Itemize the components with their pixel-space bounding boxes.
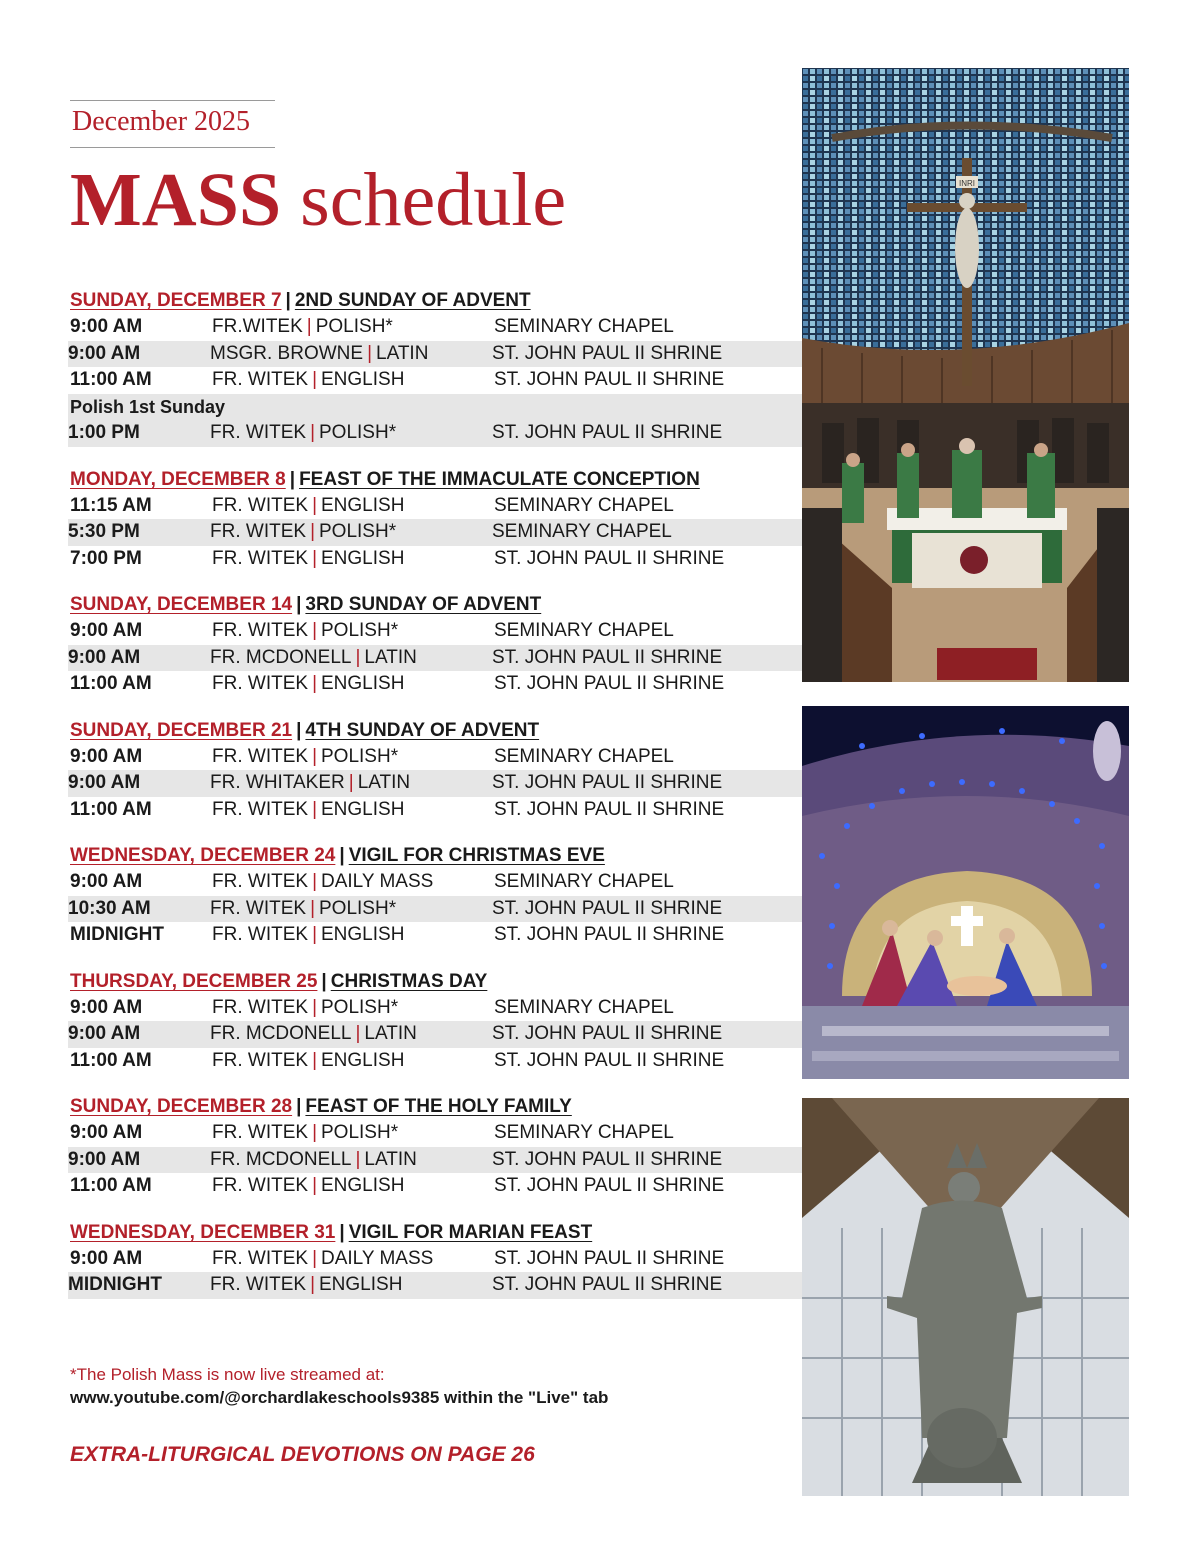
heading-separator: | [289, 468, 296, 490]
mass-row [70, 995, 802, 1022]
page-title [70, 160, 566, 240]
mass-location: ST. JOHN PAUL II SHRINE [492, 342, 723, 364]
celebrant-name: FR. WITEK [210, 1274, 307, 1295]
mass-language: ENGLISH [321, 1049, 405, 1071]
mass-row [68, 1021, 802, 1048]
mass-location: SEMINARY CHAPEL [494, 1122, 674, 1143]
mass-language: POLISH* [321, 1122, 399, 1143]
mass-time: 10:30 AM [68, 897, 151, 919]
mass-language: DAILY MASS [321, 871, 434, 892]
mass-language: ENGLISH [319, 1274, 403, 1295]
red-separator: | [310, 897, 315, 919]
heading-separator: | [339, 845, 345, 866]
celebrant-cell [212, 671, 404, 698]
mass-language: POLISH* [315, 316, 393, 337]
celebrant-cell [212, 995, 398, 1022]
celebrant-name: FR. WITEK [210, 897, 307, 919]
mass-time: 1:00 PM [68, 422, 140, 443]
mass-language: LATIN [364, 646, 417, 668]
mass-location: SEMINARY CHAPEL [494, 620, 674, 641]
mass-row [68, 1147, 802, 1174]
mass-time: 5:30 PM [68, 521, 140, 542]
section-heading [70, 467, 802, 493]
schedule-section [70, 718, 802, 824]
celebrant-cell [212, 618, 398, 645]
mass-row [70, 744, 802, 771]
schedule-section [70, 592, 802, 698]
celebrant-name: FR. WITEK [212, 798, 309, 820]
celebrant-name: FR. WITEK [212, 1175, 309, 1196]
section-date: MONDAY, DECEMBER 8 [70, 468, 286, 490]
mass-row [68, 1272, 802, 1299]
celebrant-name: FR. MCDONELL [210, 646, 352, 668]
celebrant-name: FR.WITEK [212, 316, 303, 337]
church-interior-image [802, 68, 1129, 682]
mass-time: 11:15 AM [70, 494, 152, 516]
red-separator: | [312, 547, 317, 569]
celebrant-name: FR. WITEK [212, 494, 309, 516]
mass-location: SEMINARY CHAPEL [494, 745, 674, 767]
issue-month: December 2025 [72, 106, 251, 137]
mass-time: 11:00 AM [70, 673, 152, 694]
celebrant-name: FR. WITEK [212, 1049, 309, 1071]
celebrant-cell [212, 1173, 404, 1200]
header-rule-top [70, 100, 275, 101]
section-heading [70, 843, 802, 869]
mass-language: POLISH* [319, 521, 397, 542]
celebrant-name: FR. WITEK [210, 422, 307, 443]
mass-time: 11:00 AM [70, 798, 152, 820]
red-separator: | [312, 924, 317, 945]
section-feast: 2ND SUNDAY OF ADVENT [294, 290, 531, 311]
mass-row [70, 367, 802, 394]
celebrant-name: FR. WITEK [212, 924, 309, 945]
celebrant-name: MSGR. BROWNE [210, 342, 364, 364]
heading-separator: | [296, 1096, 302, 1117]
mass-location: ST. JOHN PAUL II SHRINE [494, 798, 725, 820]
heading-separator: | [339, 1221, 345, 1243]
mass-language: LATIN [376, 342, 429, 364]
mass-row [70, 546, 802, 573]
celebrant-cell [212, 493, 404, 520]
section-heading [70, 288, 802, 314]
red-separator: | [312, 798, 317, 820]
marian-statue-photo [802, 1098, 1129, 1496]
nativity-grotto-image [802, 706, 1129, 1079]
red-separator: | [312, 369, 317, 390]
section-date: SUNDAY, DECEMBER 7 [70, 290, 282, 311]
mass-time: 9:00 AM [70, 316, 143, 337]
section-heading [70, 1094, 802, 1120]
celebrant-cell [210, 896, 396, 923]
marian-statue-image [802, 1098, 1129, 1496]
mass-location: ST. JOHN PAUL II SHRINE [492, 897, 723, 919]
page-title-rest: schedule [281, 158, 567, 242]
mass-row [70, 869, 802, 896]
celebrant-name: FR. WITEK [212, 673, 309, 694]
schedule-section [70, 969, 802, 1075]
heading-separator: | [296, 594, 302, 615]
mass-language: LATIN [364, 1023, 417, 1044]
celebrant-cell [210, 420, 396, 447]
heading-separator: | [321, 970, 327, 992]
celebrant-cell [210, 341, 428, 368]
celebrant-cell [210, 1021, 417, 1048]
mass-row [70, 1173, 802, 1200]
mass-language: ENGLISH [321, 798, 405, 820]
mass-row [70, 1048, 802, 1075]
mass-row [68, 896, 802, 923]
mass-language: ENGLISH [321, 369, 405, 390]
mass-time: 9:00 AM [68, 1023, 141, 1044]
celebrant-cell [210, 1147, 417, 1174]
mass-language: ENGLISH [321, 924, 405, 945]
mass-time: 9:00 AM [70, 1122, 143, 1143]
mass-row [70, 314, 802, 341]
mass-time: MIDNIGHT [70, 924, 164, 945]
red-separator: | [312, 620, 317, 641]
red-separator: | [355, 1023, 361, 1044]
mass-time: 9:00 AM [70, 620, 143, 641]
mass-location: ST. JOHN PAUL II SHRINE [494, 673, 725, 694]
mass-language: POLISH* [319, 897, 397, 919]
nativity-grotto-photo [802, 706, 1129, 1079]
mass-time: 9:00 AM [70, 745, 143, 767]
section-date: SUNDAY, DECEMBER 28 [70, 1096, 293, 1117]
mass-time: 11:00 AM [70, 1049, 152, 1071]
mass-location: SEMINARY CHAPEL [494, 996, 674, 1018]
celebrant-name: FR. WITEK [212, 1247, 309, 1269]
mass-time: 9:00 AM [70, 996, 143, 1018]
schedule-section [70, 288, 802, 447]
mass-row [68, 519, 802, 546]
mass-row [70, 671, 802, 698]
celebrant-cell [212, 314, 393, 341]
red-separator: | [310, 1274, 315, 1295]
section-heading [70, 592, 802, 618]
page-title-bold: MASS [70, 158, 282, 242]
mass-row [70, 1246, 802, 1273]
red-separator: | [306, 316, 312, 337]
red-separator: | [355, 1148, 361, 1170]
mass-location: SEMINARY CHAPEL [492, 521, 672, 542]
red-separator: | [312, 996, 317, 1018]
red-separator: | [310, 422, 315, 443]
red-separator: | [312, 1049, 317, 1071]
mass-location: SEMINARY CHAPEL [494, 871, 674, 892]
church-interior-photo [802, 68, 1129, 682]
celebrant-cell [210, 519, 396, 546]
footnote-line-2[interactable]: www.youtube.com/@orchardlakeschools9385 within the "Live" tab [70, 1388, 609, 1407]
mass-time: 9:00 AM [68, 772, 141, 793]
celebrant-name: FR. MCDONELL [210, 1023, 352, 1044]
red-separator: | [312, 494, 317, 516]
mass-row [70, 797, 802, 824]
celebrant-name: FR. WITEK [212, 1122, 309, 1143]
mass-row [70, 922, 802, 949]
red-separator: | [312, 1122, 317, 1143]
section-date: WEDNESDAY, DECEMBER 24 [70, 845, 336, 866]
mass-language: POLISH* [321, 745, 399, 767]
celebrant-name: FR. WITEK [212, 871, 309, 892]
section-date: SUNDAY, DECEMBER 21 [70, 719, 293, 741]
heading-separator: | [285, 290, 291, 311]
celebrant-cell [210, 770, 410, 797]
mass-location: ST. JOHN PAUL II SHRINE [494, 369, 725, 390]
section-heading [70, 969, 802, 995]
mass-location: ST. JOHN PAUL II SHRINE [492, 646, 723, 668]
mass-row [68, 341, 802, 368]
mass-row [70, 493, 802, 520]
mass-row [68, 420, 802, 447]
mass-row [68, 645, 802, 672]
red-separator: | [367, 342, 372, 364]
section-feast: 4TH SUNDAY OF ADVENT [305, 719, 540, 741]
mass-language: POLISH* [321, 996, 399, 1018]
celebrant-cell [212, 869, 433, 896]
mass-location: ST. JOHN PAUL II SHRINE [494, 1049, 725, 1071]
red-separator: | [312, 673, 317, 694]
celebrant-cell [210, 645, 417, 672]
celebrant-name: FR. WITEK [212, 745, 309, 767]
section-date: THURSDAY, DECEMBER 25 [70, 970, 318, 992]
celebrant-cell [212, 367, 404, 394]
schedule-note: Polish 1st Sunday [68, 394, 802, 421]
inri-plaque: INRI [959, 179, 975, 188]
mass-location: ST. JOHN PAUL II SHRINE [492, 422, 723, 443]
section-feast: CHRISTMAS DAY [330, 970, 488, 992]
mass-location: ST. JOHN PAUL II SHRINE [494, 924, 725, 945]
schedule-section [70, 1220, 802, 1299]
celebrant-name: FR. WITEK [210, 521, 307, 542]
celebrant-cell [212, 1048, 404, 1075]
mass-language: POLISH* [319, 422, 397, 443]
section-feast: 3RD SUNDAY OF ADVENT [305, 594, 542, 615]
mass-location: ST. JOHN PAUL II SHRINE [492, 1023, 723, 1044]
celebrant-name: FR. WITEK [212, 996, 309, 1018]
mass-schedule [70, 288, 802, 1319]
header-rule-bottom [70, 147, 275, 148]
mass-language: ENGLISH [321, 494, 405, 516]
mass-time: 11:00 AM [70, 1175, 152, 1196]
celebrant-cell [212, 744, 398, 771]
mass-language: ENGLISH [321, 1175, 405, 1196]
mass-language: POLISH* [321, 620, 399, 641]
celebrant-cell [212, 1120, 398, 1147]
red-separator: | [312, 745, 317, 767]
red-separator: | [348, 772, 354, 793]
mass-time: 9:00 AM [68, 646, 141, 668]
schedule-section [70, 1094, 802, 1200]
mass-time: 11:00 AM [70, 369, 152, 390]
section-date: WEDNESDAY, DECEMBER 31 [70, 1221, 336, 1243]
mass-language: ENGLISH [321, 547, 405, 569]
section-feast: VIGIL FOR CHRISTMAS EVE [348, 845, 605, 866]
red-separator: | [312, 871, 317, 892]
mass-location: ST. JOHN PAUL II SHRINE [492, 1274, 723, 1295]
mass-language: DAILY MASS [321, 1247, 434, 1269]
section-date: SUNDAY, DECEMBER 14 [70, 594, 293, 615]
celebrant-cell [212, 797, 404, 824]
celebrant-name: FR. WITEK [212, 620, 309, 641]
mass-location: ST. JOHN PAUL II SHRINE [494, 1247, 725, 1269]
section-heading [70, 1220, 802, 1246]
devotions-notice: EXTRA-LITURGICAL DEVOTIONS ON PAGE 26 [70, 1443, 535, 1466]
section-heading [70, 718, 802, 744]
celebrant-name: FR. WITEK [212, 369, 309, 390]
section-feast: VIGIL FOR MARIAN FEAST [348, 1221, 593, 1243]
section-feast: FEAST OF THE HOLY FAMILY [305, 1096, 572, 1117]
mass-language: ENGLISH [321, 673, 405, 694]
celebrant-cell [210, 1272, 402, 1299]
celebrant-cell [212, 546, 404, 573]
red-separator: | [355, 646, 361, 668]
mass-time: 7:00 PM [70, 547, 142, 569]
mass-location: ST. JOHN PAUL II SHRINE [494, 547, 725, 569]
mass-time: 9:00 AM [70, 1247, 143, 1269]
mass-time: 9:00 AM [68, 342, 141, 364]
mass-time: 9:00 AM [70, 871, 143, 892]
section-feast: FEAST OF THE IMMACULATE CONCEPTION [299, 468, 700, 490]
mass-row [68, 770, 802, 797]
mass-location: ST. JOHN PAUL II SHRINE [494, 1175, 725, 1196]
mass-row [70, 618, 802, 645]
mass-location: ST. JOHN PAUL II SHRINE [492, 1148, 723, 1170]
red-separator: | [312, 1247, 317, 1269]
mass-time: MIDNIGHT [68, 1274, 162, 1295]
mass-location: SEMINARY CHAPEL [494, 316, 674, 337]
schedule-section [70, 843, 802, 949]
heading-separator: | [296, 719, 302, 741]
mass-location: SEMINARY CHAPEL [494, 494, 674, 516]
red-separator: | [312, 1175, 317, 1196]
livestream-footnote [70, 1363, 608, 1409]
celebrant-name: FR. WHITAKER [210, 772, 345, 793]
red-separator: | [310, 521, 315, 542]
schedule-section [70, 467, 802, 573]
celebrant-cell [212, 922, 404, 949]
mass-language: LATIN [364, 1148, 417, 1170]
mass-location: ST. JOHN PAUL II SHRINE [492, 772, 723, 793]
celebrant-name: FR. MCDONELL [210, 1148, 352, 1170]
mass-language: LATIN [357, 772, 411, 793]
mass-row [70, 1120, 802, 1147]
celebrant-name: FR. WITEK [212, 547, 309, 569]
celebrant-cell [212, 1246, 433, 1273]
mass-time: 9:00 AM [68, 1148, 141, 1170]
footnote-line-1: *The Polish Mass is now live streamed at: [70, 1365, 385, 1384]
